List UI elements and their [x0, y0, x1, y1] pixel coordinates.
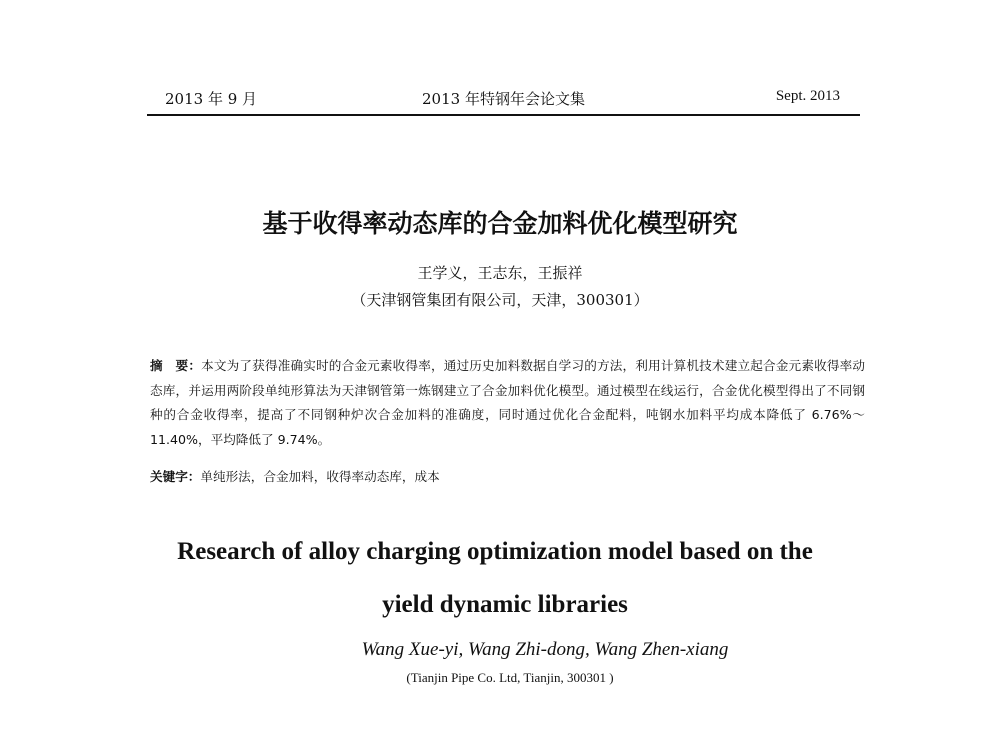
paper-title-cn: 基于收得率动态库的合金加料优化模型研究: [262, 209, 738, 238]
running-header: [147, 86, 860, 116]
header-date-cn: 2013 年 9 月: [165, 90, 258, 108]
abstract-label: 摘 要：: [150, 358, 202, 373]
header-proceedings-title: 2013 年特钢年会论文集: [422, 90, 585, 108]
keywords-cn: [150, 465, 865, 489]
keywords-text: 单纯形法，合金加料，收得率动态库，成本: [200, 469, 440, 484]
abstract-cn: [150, 354, 865, 452]
abstract-text: 本文为了获得准确实时的合金元素收得率，通过历史加料数据自学习的方法，利用计算机技术建立起合金元素收得率动态库，并运用两阶段单纯形算法为天津钢管第一炼钢建立了合金加料优化模型。通过模型在线运行，合金优化模型得出了不同钢种的合金收得率，提高了不同钢种炉次合金加料的准确度，同时通过优化合金配料，吨钢水加料平均成本降低了 6.76%～11.40%，平均降低了 9.74%。: [150, 358, 866, 447]
authors-cn: 王学义，王志东，王振祥: [417, 264, 583, 282]
affiliation-cn: （天津钢管集团有限公司，天津，300301）: [351, 291, 649, 309]
keywords-label: 关键字：: [150, 469, 201, 484]
authors-en: Wang Xue-yi, Wang Zhi-dong, Wang Zhen-xiang: [361, 639, 729, 660]
paper-title-en-line1: Research of alloy charging optimization model based on the: [177, 538, 813, 565]
header-date-en: Sept. 2013: [775, 88, 840, 104]
paper-title-en-line2: yield dynamic libraries: [382, 591, 628, 618]
affiliation-en: (Tianjin Pipe Co. Ltd, Tianjin, 300301 ): [406, 670, 614, 685]
